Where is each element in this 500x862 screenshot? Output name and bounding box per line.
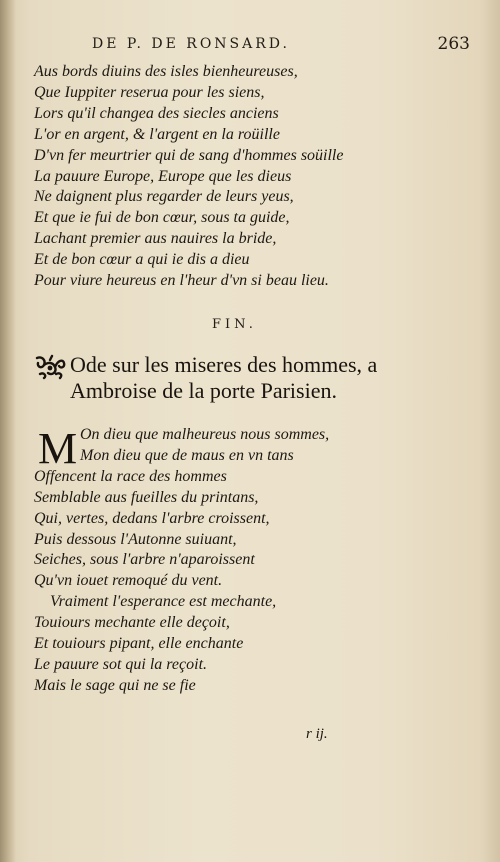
verse-line: Aus bords diuins des isles bienheureuses,	[34, 63, 298, 80]
verse-line: On dieu que malheureus nous sommes,	[80, 426, 330, 443]
ode-title	[34, 352, 474, 404]
verse-line: La pauure Europe, Europe que les dieus	[34, 167, 292, 185]
page-number: 263	[437, 34, 470, 54]
verse-line: Le pauure sot qui la reçoit.	[34, 655, 208, 673]
running-title: DE P. DE RONSARD.	[92, 36, 290, 52]
verse-line: Lors qu'il changea des siecles anciens	[34, 104, 279, 122]
verse-line: Puis dessous l'Autonne suiuant,	[34, 530, 237, 548]
ode-title-line: Ode sur les miseres des hommes, a	[70, 352, 378, 377]
verse-line: Mon dieu que de maus en vn tans	[80, 446, 294, 464]
binding-gutter	[0, 0, 16, 862]
verse-line: Touiours mechante elle deçoit,	[34, 614, 230, 632]
verse-line: Seiches, sous l'arbre n'aparoissent	[34, 551, 255, 569]
verse-block	[34, 62, 474, 292]
verse-line: Mais le sage qui ne se fie	[34, 676, 196, 694]
verse-line: Et de bon cœur a qui ie dis a dieu	[34, 251, 250, 269]
fleuron-icon	[34, 354, 66, 380]
ode-text	[34, 425, 474, 697]
verse-line: Et que ie fui de bon cœur, sous ta guide,	[34, 209, 290, 227]
verse-line: D'vn fer meurtrier qui de sang d'hommes soüille	[34, 146, 344, 164]
verse-line: Ne daignent plus regarder de leurs yeus,	[34, 188, 294, 206]
fin-marker: FIN.	[212, 317, 257, 332]
verse-line: Lachant premier aus nauires la bride,	[34, 230, 277, 248]
verse-line: L'or en argent, & l'argent en la roüille	[34, 125, 280, 143]
signature-mark: r ij.	[306, 726, 328, 742]
verse-line: Qui, vertes, dedans l'arbre croissent,	[34, 509, 270, 527]
verse-line: Que Iuppiter reserua pour les siens,	[34, 83, 265, 101]
ode-title-line: Ambroise de la porte Parisien.	[70, 378, 337, 403]
verse-line: Qu'vn iouet remoqué du vent.	[34, 572, 223, 590]
verse-line: Et touiours pipant, elle enchante	[34, 635, 244, 653]
verse-line: Vraiment l'esperance est mechante,	[34, 593, 277, 611]
page-header	[70, 34, 470, 56]
verse-line: Pour viure heureus en l'heur d'vn si beau lieu.	[34, 272, 329, 290]
drop-cap: M	[38, 424, 78, 473]
verse-line: Semblable aus fueilles du printans,	[34, 488, 259, 506]
verse-line: Offencent la race des hommes	[34, 467, 227, 485]
